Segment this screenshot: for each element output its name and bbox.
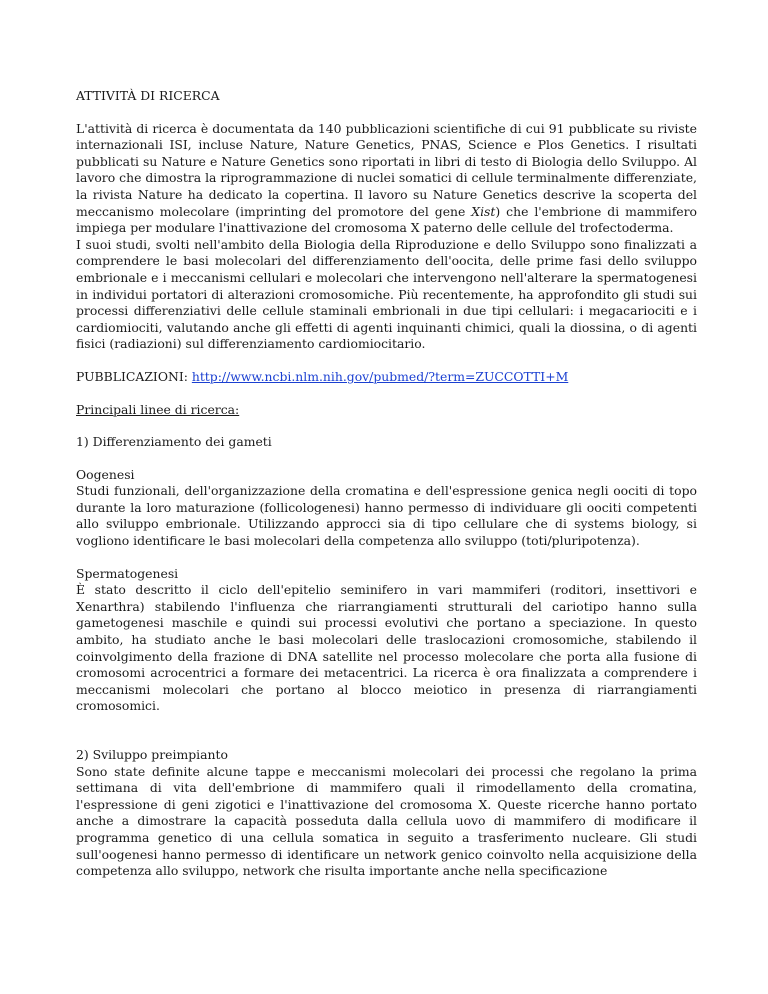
section-1-title: 1) Differenziamento dei gameti xyxy=(76,434,272,450)
section-2-block xyxy=(76,747,697,880)
intro-section xyxy=(76,121,697,353)
research-lines-heading: Principali linee di ricerca: xyxy=(76,401,240,417)
pubmed-link[interactable]: http://www.ncbi.nlm.nih.gov/pubmed/?term=ZUCCOTTI+M xyxy=(191,368,569,384)
intro-paragraph-1 xyxy=(76,121,697,237)
intro-text-a: L'attività di ricerca è documentata da 140 pubblicazioni scientifiche di cui 91 pubblicate su riviste internazionali ISI, incluse Nature, Nature Genetics, PNAS, Science e Plos Genetics. I risultati pubblicati su Nature e Nature Genetics sono riportati in libri di testo di Biologia dello Sviluppo. Al lavoro che dimostra la riprogrammazione di nuclei somatici di cellule terminalmente differenziate, la rivista Nature ha dedicato la copertina. Il lavoro su Nature Genetics descrive la scoperta del meccanismo molecolare (imprinting del promotore del gene xyxy=(76,120,697,219)
publications-line xyxy=(76,369,697,386)
document-page xyxy=(76,88,697,880)
intro-paragraph-2: I suoi studi, svolti nell'ambito della Biologia della Riproduzione e dello Sviluppo sono finalizzati a comprendere le basi molecolari del differenziamento dell'oocita, delle prime fasi dello sviluppo embrionale e i meccanismi cellulari e molecolari che intervengono nell'alterare la spermatogenesi in individui portatori di alterazioni cromosomiche. Più recentemente, ha approfondito gli studi sui processi differenziativi delle cellule staminali embrionali in due tipi cellulari: i megacariociti e i cardiomiociti, valutando anche gli effetti di agenti inquinanti chimici, quali la diossina, o di agenti fisici (radiazioni) sul differenziamento cardiomiocitario. xyxy=(76,236,697,352)
publications-label: PUBBLICAZIONI: xyxy=(76,368,192,384)
oogenesis-title: Oogenesi xyxy=(76,466,135,482)
page-title: ATTIVITÀ DI RICERCA xyxy=(76,88,220,103)
gene-name-xist: Xist xyxy=(471,203,496,219)
section-2-title: 2) Sviluppo preimpianto xyxy=(76,747,228,762)
oogenesis-text: Studi funzionali, dell'organizzazione della cromatina e dell'espressione genica negli oociti di topo durante la loro maturazione (follicologenesi) hanno permesso di individuare gli oociti competenti allo sviluppo embrionale. Utilizzando approcci sia di tipo cellulare che di systems biology, si vogliono identificare le basi molecolari della competenza allo sviluppo (toti/pluripotenza). xyxy=(76,483,697,549)
section-2-text: Sono state definite alcune tappe e meccanismi molecolari dei processi che regolano la prima settimana di vita dell'embrione di mammifero quali il rimodellamento della cromatina, l'espressione di geni zigotici e l'inattivazione del cromosoma X. Queste ricerche hanno portato anche a dimostrare la capacità posseduta dalla cellula uovo di mammifero di modificare il programma genetico di una cellula somatica in seguito a trasferimento nucleare. Gli studi sull'oogenesi hanno permesso di identificare un network genico coinvolto nella acquisizione della competenza allo sviluppo, network che risulta importante anche nella specificazione xyxy=(76,763,697,879)
spermatogenesis-text: È stato descritto il ciclo dell'epitelio seminifero in vari mammiferi (roditori, insettivori e Xenarthra) stabilendo l'influenza che riarrangiamenti strutturali del cariotipo hanno sulla gametogenesi maschile e quindi sui processi evolutivi che portano a speciazione. In questo ambito, ha studiato anche le basi molecolari delle traslocazioni cromosomiche, stabilendo il coinvolgimento della frazione di DNA satellite nel processo molecolare che porta alla fusione di cromosomi acrocentrici a formare dei metacentrici. La ricerca è ora finalizzata a comprendere i meccanismi molecolari che portano al blocco meiotico in presenza di riarrangiamenti cromosomici. xyxy=(76,582,697,714)
spermatogenesis-title: Spermatogenesi xyxy=(76,565,179,581)
oogenesis-block xyxy=(76,467,697,550)
spermatogenesis-block xyxy=(76,566,697,715)
intro-text-b: ) che l'embrione di mammifero impiega per modulare l'inattivazione del cromosoma X paterno delle cellule del trofectoderma. xyxy=(76,203,697,236)
